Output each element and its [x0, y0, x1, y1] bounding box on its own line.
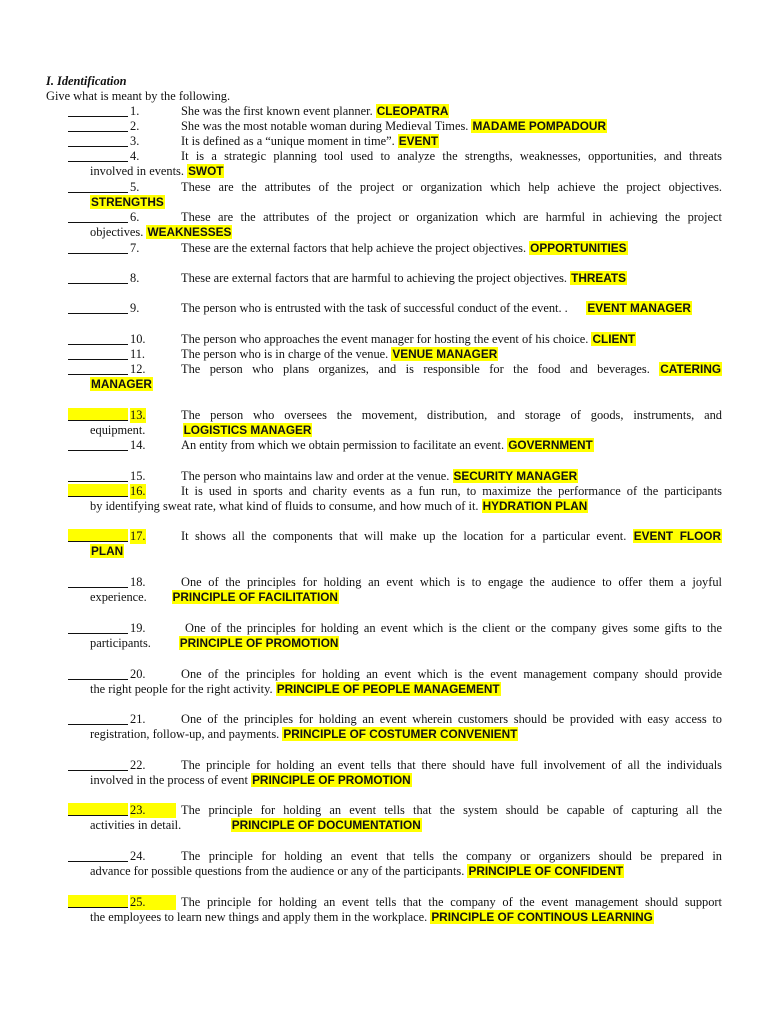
question-number: 13. [130, 408, 146, 422]
question-item-1 [68, 104, 722, 119]
question-text-continued: advance for possible questions from the audience or any of the participants. PRINCIPLE OF CONFIDENT [90, 864, 624, 878]
answer-blank-highlighted [68, 484, 128, 497]
answer-blank [68, 301, 128, 314]
question-item-2 [68, 119, 722, 134]
question-text: The person who plans organizes, and is responsible for the food and beverages. CATERING [181, 362, 722, 376]
question-item-25 [68, 895, 722, 925]
answer-highlight: WEAKNESSES [147, 225, 232, 239]
answer-highlight: PRINCIPLE OF PROMOTION [252, 773, 411, 787]
question-text: She was the most notable woman during Medieval Times. MADAME POMPADOUR [181, 119, 606, 133]
question-text: These are the attributes of the project or organization which are harmful in achieving the project [181, 210, 722, 224]
question-number: 18. [130, 575, 146, 589]
answer-blank [68, 332, 128, 345]
question-item-5 [68, 180, 722, 210]
answer-highlight: EVENT MANAGER [587, 301, 691, 315]
question-text: The principle for holding an event tells that the company of the event management should support [181, 895, 722, 909]
question-number: 4. [130, 149, 140, 163]
answer-blank [68, 119, 128, 132]
answer-blank [68, 469, 128, 482]
question-text: These are external factors that are harmful to achieving the project objectives. THREATS [181, 271, 626, 285]
question-text: It is a strategic planning tool used to analyze the strengths, weaknesses, opportunities, and threats [181, 149, 722, 163]
question-number: 22. [130, 758, 146, 772]
question-number: 10. [130, 332, 146, 346]
answer-highlight-continued: MANAGER [91, 377, 152, 391]
question-item-7 [68, 241, 722, 256]
answer-blank [68, 712, 128, 725]
answer-highlight: OPPORTUNITIES [530, 241, 627, 255]
answer-highlight: PRINCIPLE OF CONFIDENT [468, 864, 624, 878]
answer-line [68, 544, 722, 559]
answer-highlight: PRINCIPLE OF CONTINOUS LEARNING [431, 910, 653, 924]
question-item-9 [68, 301, 722, 316]
question-text: One of the principles for holding an event which is to engage the audience to offer them a joyful [181, 575, 722, 589]
question-number: 1. [130, 104, 140, 118]
question-number: 19. [130, 621, 146, 635]
question-number: 2. [130, 119, 140, 133]
answer-blank [68, 210, 128, 223]
answer-blank-highlighted [68, 803, 128, 816]
instructions: Give what is meant by the following. [46, 89, 231, 103]
question-number: 25. [130, 895, 176, 910]
question-number: 20. [130, 667, 146, 681]
question-text: It is used in sports and charity events as a fun run, to maximize the performance of the participants [181, 484, 722, 498]
answer-blank [68, 621, 128, 634]
question-item-4 [68, 149, 722, 179]
question-text: The person who maintains law and order at the venue. SECURITY MANAGER [181, 469, 578, 483]
answer-blank [68, 241, 128, 254]
question-text-continued: experience. PRINCIPLE OF FACILITATION [90, 590, 338, 604]
question-text-continued: participants. PRINCIPLE OF PROMOTION [90, 636, 339, 650]
answer-blank [68, 149, 128, 162]
answer-highlight: CLEOPATRA [376, 104, 449, 118]
answer-blank [68, 438, 128, 451]
question-item-13 [68, 408, 722, 438]
question-text: These are the attributes of the project or organization which help achieve the project objectives. [181, 180, 722, 194]
answer-blank [68, 104, 128, 117]
question-text: One of the principles for holding an event which is the event management company should provide [181, 667, 722, 681]
answer-highlight: PRINCIPLE OF PEOPLE MANAGEMENT [276, 682, 500, 696]
answer-highlight: PRINCIPLE OF FACILITATION [172, 590, 338, 604]
question-number: 15. [130, 469, 146, 483]
question-text-continued: the right people for the right activity. PRINCIPLE OF PEOPLE MANAGEMENT [90, 682, 500, 696]
question-item-24 [68, 849, 722, 879]
answer-highlight: CLIENT [592, 332, 636, 346]
answer-blank [68, 362, 128, 375]
question-text-continued: by identifying sweat rate, what kind of fluids to consume, and how much of it. HYDRATION PLAN [90, 499, 588, 513]
question-number: 23. [130, 803, 176, 818]
answer-highlight: STRENGTHS [91, 195, 164, 209]
question-text-continued: involved in events. SWOT [90, 164, 224, 178]
answer-highlight: THREATS [571, 271, 626, 285]
answer-highlight: EVENT [398, 134, 439, 148]
question-text: The person who approaches the event manager for hosting the event of his choice. CLIENT [181, 332, 636, 346]
question-number: 7. [130, 241, 140, 255]
question-text-continued: registration, follow-up, and payments. PRINCIPLE OF COSTUMER CONVENIENT [90, 727, 518, 741]
answer-line [68, 377, 722, 392]
answer-highlight: EVENT FLOOR [633, 529, 721, 543]
question-item-15 [68, 469, 722, 484]
answer-blank [68, 758, 128, 771]
answer-blank [68, 134, 128, 147]
question-text: It shows all the components that will make up the location for a particular event. EVENT FLOOR [181, 529, 721, 543]
answer-blank [68, 849, 128, 862]
answer-highlight: CATERING [660, 362, 722, 376]
question-number: 21. [130, 712, 146, 726]
answer-highlight: LOGISTICS MANAGER [183, 423, 312, 437]
question-item-12 [68, 362, 722, 392]
question-item-22 [68, 758, 722, 788]
answer-blank [68, 271, 128, 284]
question-number: 16. [130, 484, 146, 498]
answer-line [68, 195, 722, 210]
question-text-continued: equipment. LOGISTICS MANAGER [90, 423, 312, 437]
answer-highlight: SECURITY MANAGER [453, 469, 578, 483]
question-item-3 [68, 134, 722, 149]
question-text: The person who is entrusted with the task of successful conduct of the event. . EVENT MANAGER [181, 301, 691, 315]
answer-blank-highlighted [68, 895, 128, 908]
question-item-6 [68, 210, 722, 240]
answer-blank-highlighted [68, 529, 128, 542]
question-text-continued: activities in detail. PRINCIPLE OF DOCUMENTATION [90, 818, 421, 832]
question-item-23 [68, 803, 722, 833]
question-item-16 [68, 484, 722, 514]
question-number: 11. [130, 347, 146, 361]
question-item-19 [68, 621, 722, 651]
answer-blank [68, 667, 128, 680]
question-number: 17. [130, 529, 146, 543]
question-text: The principle for holding an event tells that there should have full involvement of all the individuals [181, 758, 722, 772]
answer-highlight: MADAME POMPADOUR [472, 119, 606, 133]
answer-highlight: HYDRATION PLAN [482, 499, 588, 513]
answer-highlight: PRINCIPLE OF COSTUMER CONVENIENT [283, 727, 518, 741]
answer-highlight: PRINCIPLE OF PROMOTION [179, 636, 339, 650]
answer-blank [68, 575, 128, 588]
question-text: One of the principles for holding an event which is the client or the company gives some gifts to the [185, 621, 722, 635]
question-number: 24. [130, 849, 146, 863]
question-text: One of the principles for holding an event wherein customers should be provided with easy access to [181, 712, 722, 726]
question-item-21 [68, 712, 722, 742]
question-text: The person who is in charge of the venue. VENUE MANAGER [181, 347, 498, 361]
question-number: 8. [130, 271, 140, 285]
answer-blank [68, 347, 128, 360]
question-text: These are the external factors that help achieve the project objectives. OPPORTUNITIES [181, 241, 627, 255]
answer-blank [68, 180, 128, 193]
question-number: 12. [130, 362, 146, 376]
question-number: 6. [130, 210, 140, 224]
question-text: She was the first known event planner. CLEOPATRA [181, 104, 449, 118]
section-title: I. Identification [46, 74, 127, 88]
question-item-20 [68, 667, 722, 697]
question-item-10 [68, 332, 722, 347]
answer-highlight: PRINCIPLE OF DOCUMENTATION [231, 818, 421, 832]
question-item-11 [68, 347, 722, 362]
question-item-8 [68, 271, 722, 286]
question-text: It is defined as a “unique moment in time”. EVENT [181, 134, 439, 148]
question-number: 14. [130, 438, 146, 452]
answer-highlight: VENUE MANAGER [392, 347, 498, 361]
question-text-continued: objectives. WEAKNESSES [90, 225, 232, 239]
question-item-18 [68, 575, 722, 605]
question-item-17 [68, 529, 722, 559]
question-text-continued: the employees to learn new things and apply them in the workplace. PRINCIPLE OF CONTINOUS LEARNING [90, 910, 653, 924]
question-number: 3. [130, 134, 140, 148]
answer-highlight: GOVERNMENT [508, 438, 593, 452]
question-item-14 [68, 438, 722, 453]
question-number: 5. [130, 180, 140, 194]
question-number: 9. [130, 301, 140, 315]
answer-highlight-continued: PLAN [91, 544, 124, 558]
question-text: The principle for holding an event that tells the company or organizers should be prepared in [181, 849, 722, 863]
answer-highlight: SWOT [188, 164, 224, 178]
question-text-continued: involved in the process of event PRINCIPLE OF PROMOTION [90, 773, 411, 787]
question-text: The person who oversees the movement, distribution, and storage of goods, instruments, and [181, 408, 722, 422]
question-text: An entity from which we obtain permission to facilitate an event. GOVERNMENT [181, 438, 593, 452]
question-text: The principle for holding an event tells that the system should be capable of capturing all the [181, 803, 722, 817]
answer-blank-highlighted [68, 408, 128, 421]
